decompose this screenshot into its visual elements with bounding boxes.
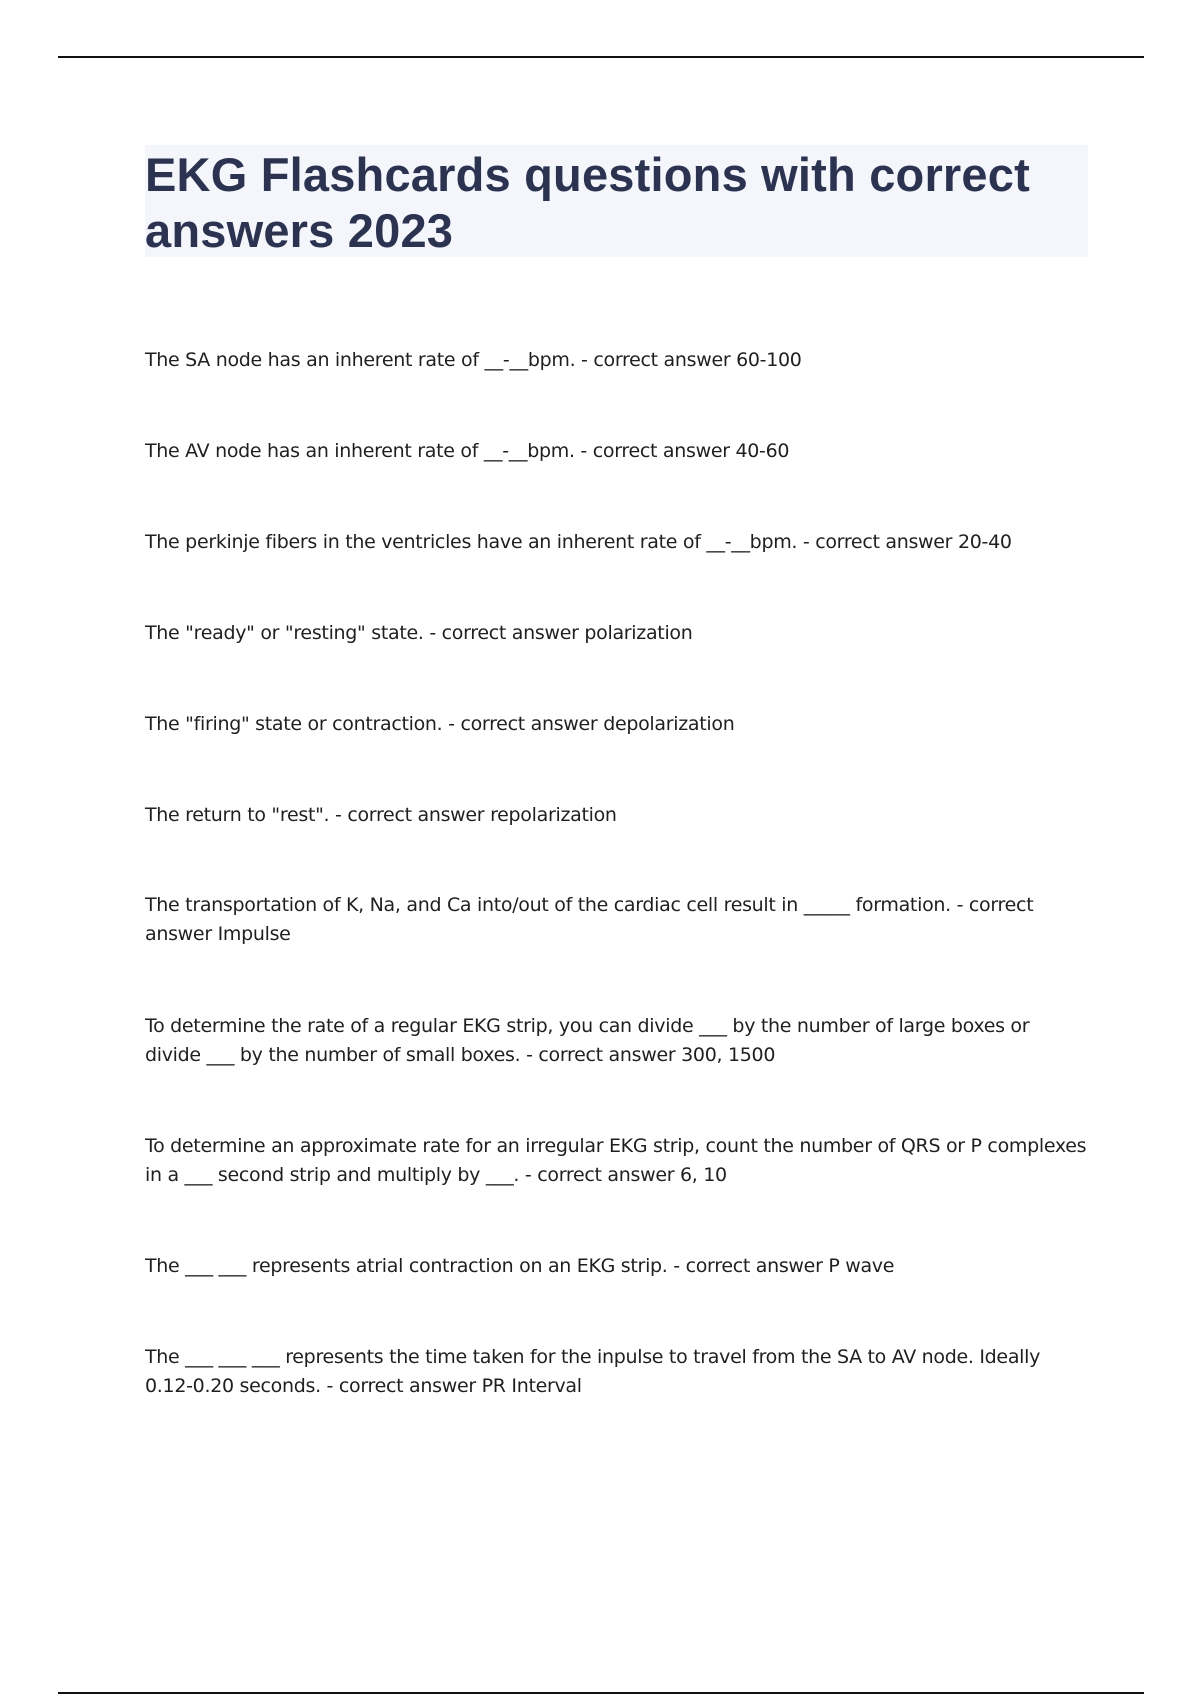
answer-separator: - correct answer [520, 1044, 682, 1066]
flashcard [145, 1252, 1090, 1281]
answer-separator: - correct answer [519, 1164, 680, 1186]
flashcard-question: The "firing" state or contraction. [145, 713, 443, 735]
flashcard-answer: polarization [584, 622, 693, 644]
flashcard [145, 1132, 1090, 1190]
flashcard [145, 891, 1090, 949]
flashcard-answer: depolarization [603, 713, 735, 735]
title-block [145, 145, 1088, 257]
answer-separator: - correct answer [423, 622, 585, 644]
flashcard [145, 528, 1090, 557]
flashcard [145, 1012, 1090, 1070]
answer-separator: - correct answer [145, 894, 1034, 945]
flashcard-answer: 40-60 [735, 440, 790, 462]
flashcard-question: To determine an approximate rate for an irregular EKG strip, count the number of QRS or P complexes in a ___ second strip and multiply by ___. [145, 1135, 1087, 1186]
flashcard-question: To determine the rate of a regular EKG strip, you can divide ___ by the number of large boxes or divide ___ by the number of small boxes. [145, 1015, 1030, 1066]
flashcard-answer: 6, 10 [679, 1164, 727, 1186]
flashcard [145, 801, 1090, 830]
flashcard-question: The AV node has an inherent rate of __-__bpm. [145, 440, 575, 462]
flashcard-question: The perkinje fibers in the ventricles have an inherent rate of __-__bpm. [145, 531, 798, 553]
flashcard [145, 437, 1090, 466]
flashcard [145, 346, 1090, 375]
flashcard [145, 710, 1090, 739]
flashcard-question: The ___ ___ represents atrial contraction on an EKG strip. [145, 1255, 668, 1277]
flashcard-answer: P wave [828, 1255, 895, 1277]
bottom-rule [58, 1692, 1144, 1694]
flashcard-question: The transportation of K, Na, and Ca into/out of the cardiac cell result in _____ formation. [145, 894, 951, 916]
answer-separator: - correct answer [329, 804, 491, 826]
flashcard-answer: 60-100 [736, 349, 802, 371]
flashcard-answer: 20-40 [957, 531, 1012, 553]
top-rule [58, 56, 1144, 58]
flashcard-question: The SA node has an inherent rate of __-__bpm. [145, 349, 576, 371]
flashcard-answer: PR Interval [481, 1375, 582, 1397]
flashcard-answer: repolarization [490, 804, 617, 826]
answer-separator: - correct answer [320, 1375, 482, 1397]
flashcard-answer: 300, 1500 [681, 1044, 776, 1066]
answer-separator: - correct answer [797, 531, 958, 553]
flashcard-question: The ___ ___ ___ represents the time taken for the inpulse to travel from the SA to AV node. Ideally 0.12-0.20 seconds. [145, 1346, 1041, 1397]
answer-separator: - correct answer [575, 349, 737, 371]
answer-separator: - correct answer [667, 1255, 829, 1277]
document-title: EKG Flashcards questions with correct answers 2023 [145, 148, 1030, 257]
answer-separator: - correct answer [442, 713, 604, 735]
flashcard-answer: Impulse [217, 923, 291, 945]
flashcard [145, 619, 1090, 648]
flashcard-question: The return to "rest". [145, 804, 330, 826]
flashcard [145, 1343, 1090, 1401]
answer-separator: - correct answer [574, 440, 736, 462]
flashcard-question: The "ready" or "resting" state. [145, 622, 424, 644]
